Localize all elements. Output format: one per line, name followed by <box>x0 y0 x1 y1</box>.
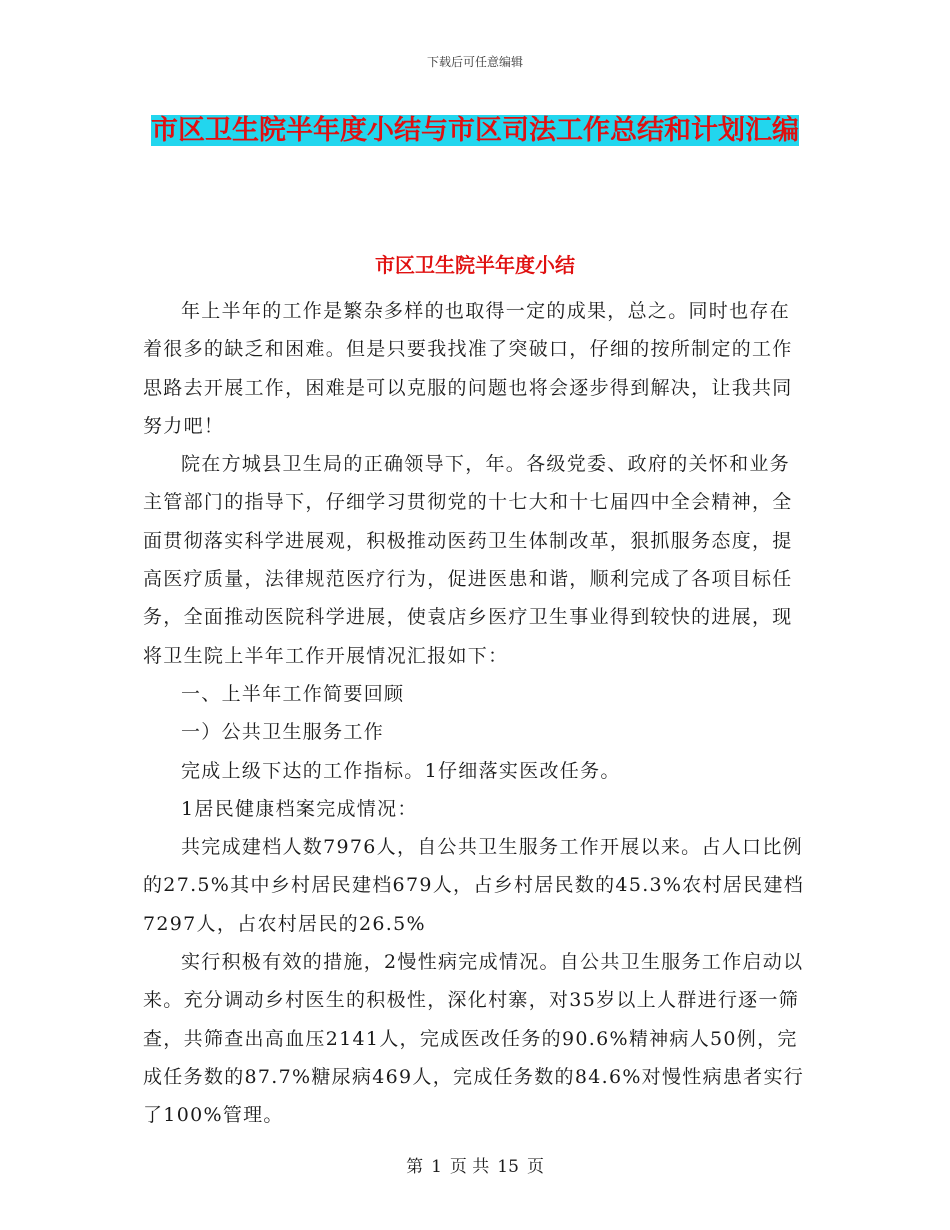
footer-mid: 页 共 <box>449 1157 490 1177</box>
paragraph: 共完成建档人数7976人，自公共卫生服务工作开展以来。占人口比例的27.5%其中乡村居民建档679人，占乡村居民数的45.3%农村居民建档7297人，占农村居民的26.5% <box>143 836 805 935</box>
paragraph: 完成上级下达的工作指标。1仔细落实医改任务。 <box>181 759 621 782</box>
paragraph: 院在方城县卫生局的正确领导下，年。各级党委、政府的关怀和业务主管部门的指导下，仔细学习贯彻党的十七大和十七届四中全会精神，全面贯彻落实科学进展观，积极推动医药卫生体制改革，狠抓服务态度，提高医疗质量，法律规范医疗行为，促进医患和谐，顺利完成了各项目标任务，全面推动医院科学进展，使袁店乡医疗卫生事业得到较快的进展，现将卫生院上半年工作开展情况汇报如下： <box>143 453 793 667</box>
paragraph: 一、上半年工作简要回顾 <box>181 682 405 705</box>
paragraph: 1居民健康档案完成情况： <box>181 797 418 820</box>
footer-total-pages: 15 <box>497 1157 519 1177</box>
section-title: 市区卫生院半年度小结 <box>375 253 575 277</box>
page-footer <box>0 1152 950 1177</box>
document-title-text: 市区卫生院半年度小结与市区司法工作总结和计划汇编 <box>151 115 799 146</box>
footer-prefix: 第 <box>406 1157 424 1177</box>
header-note: 下载后可任意编辑 <box>426 55 523 69</box>
footer-page-number: 1 <box>431 1157 442 1177</box>
document-body <box>143 292 807 1135</box>
paragraph: 实行积极有效的措施，2慢性病完成情况。自公共卫生服务工作启动以来。充分调动乡村医生的积极性，深化村寨，对35岁以上人群进行逐一筛查，共筛查出高血压2141人，完成医改任务的90.6%精神病人50例，完成任务数的87.7%糖尿病469人，完成任务数的84.6%对慢性病患者实行了100%管理。 <box>143 951 805 1127</box>
paragraph: 年上半年的工作是繁杂多样的也取得一定的成果，总之。同时也存在着很多的缺乏和困难。但是只要我找准了突破口，仔细的按所制定的工作思路去开展工作，困难是可以克服的问题也将会逐步得到解决，让我共同努力吧！ <box>143 300 793 437</box>
footer-suffix: 页 <box>526 1157 544 1177</box>
document-title <box>143 110 807 152</box>
paragraph: 一）公共卫生服务工作 <box>181 721 385 744</box>
